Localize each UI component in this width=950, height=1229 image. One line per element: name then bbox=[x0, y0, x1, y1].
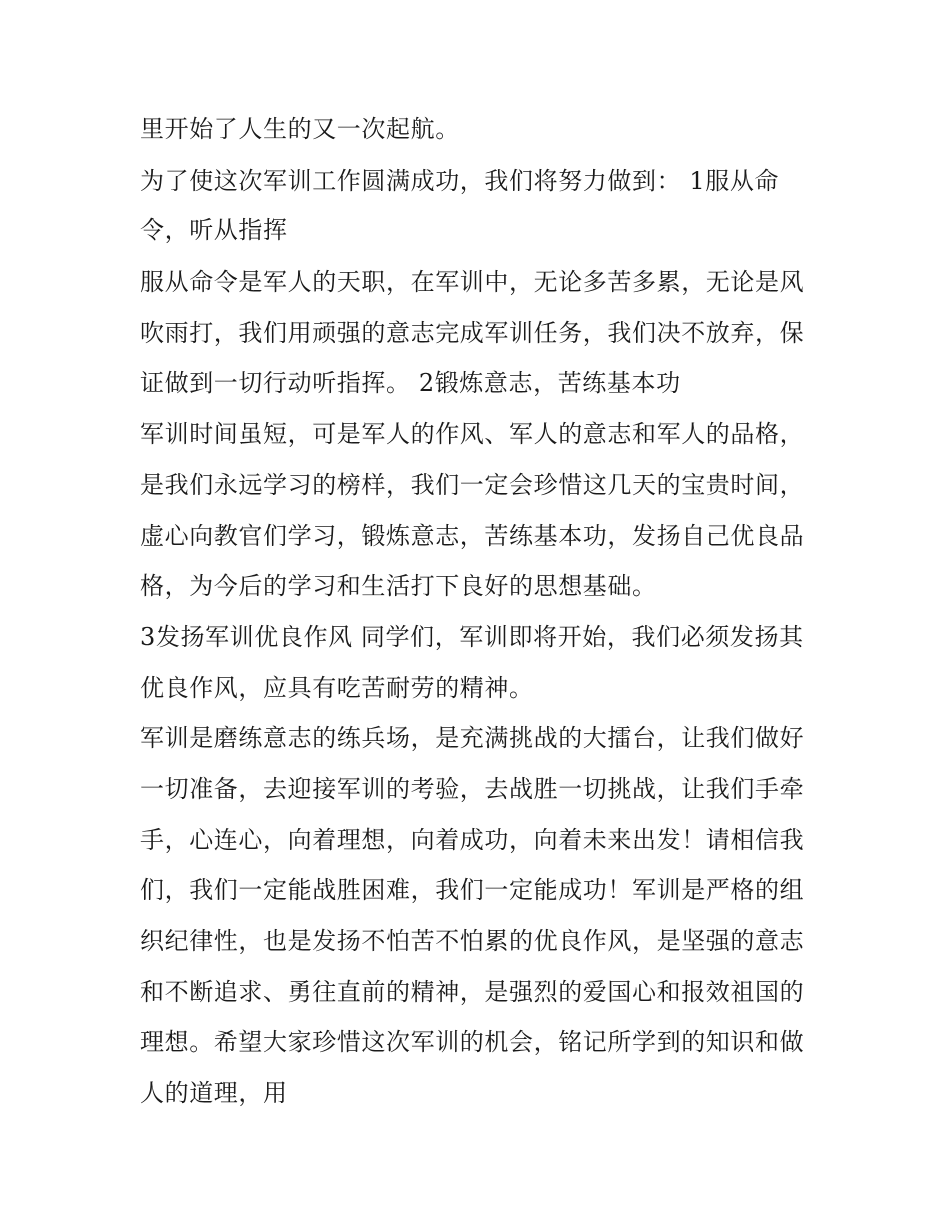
text-line: 军训是磨练意志的练兵场，是充满挑战的大擂台，让我们做好 bbox=[140, 724, 805, 752]
text-line: 手，心连心，向着理想，向着成功，向着未来出发！请相信我 bbox=[140, 826, 805, 854]
text-line: 和不断追求、勇往直前的精神，是强烈的爱国心和报效祖国的 bbox=[140, 978, 805, 1006]
text-line: 一切准备，去迎接军训的考验，去战胜一切挑战，让我们手牵 bbox=[140, 775, 805, 803]
text-line: 是我们永远学习的榜样，我们一定会珍惜这几天的宝贵时间， bbox=[140, 471, 805, 499]
text-line: 虚心向教官们学习，锻炼意志，苦练基本功，发扬自己优良品 bbox=[140, 522, 805, 550]
text-line: 格，为今后的学习和生活打下良好的思想基础。 bbox=[140, 572, 657, 600]
text-line: 吹雨打，我们用顽强的意志完成军训任务，我们决不放弃，保 bbox=[140, 319, 805, 347]
text-line: 军训时间虽短，可是军人的作风、军人的意志和军人的品格， bbox=[140, 420, 805, 448]
text-line: 里开始了人生的又一次起航。 bbox=[140, 115, 460, 143]
text-line: 证做到一切行动听指挥。 2锻炼意志，苦练基本功 bbox=[140, 369, 681, 397]
text-line: 为了使这次军训工作圆满成功，我们将努力做到： 1服从命 bbox=[140, 167, 780, 195]
text-line: 人的道理，用 bbox=[140, 1079, 288, 1107]
text-line: 织纪律性，也是发扬不怕苦不怕累的优良作风，是坚强的意志 bbox=[140, 927, 805, 955]
text-line: 服从命令是军人的天职，在军训中，无论多苦多累，无论是风 bbox=[140, 268, 805, 296]
text-line: 们，我们一定能战胜困难，我们一定能成功！军训是严格的组 bbox=[140, 876, 805, 904]
text-line: 3发扬军训优良作风 同学们，军训即将开始，我们必须发扬其 bbox=[140, 623, 804, 651]
text-line: 理想。希望大家珍惜这次军训的机会，铭记所学到的知识和做 bbox=[140, 1028, 805, 1056]
text-line: 优良作风，应具有吃苦耐劳的精神。 bbox=[140, 674, 534, 702]
text-line: 令，听从指挥 bbox=[140, 216, 288, 244]
